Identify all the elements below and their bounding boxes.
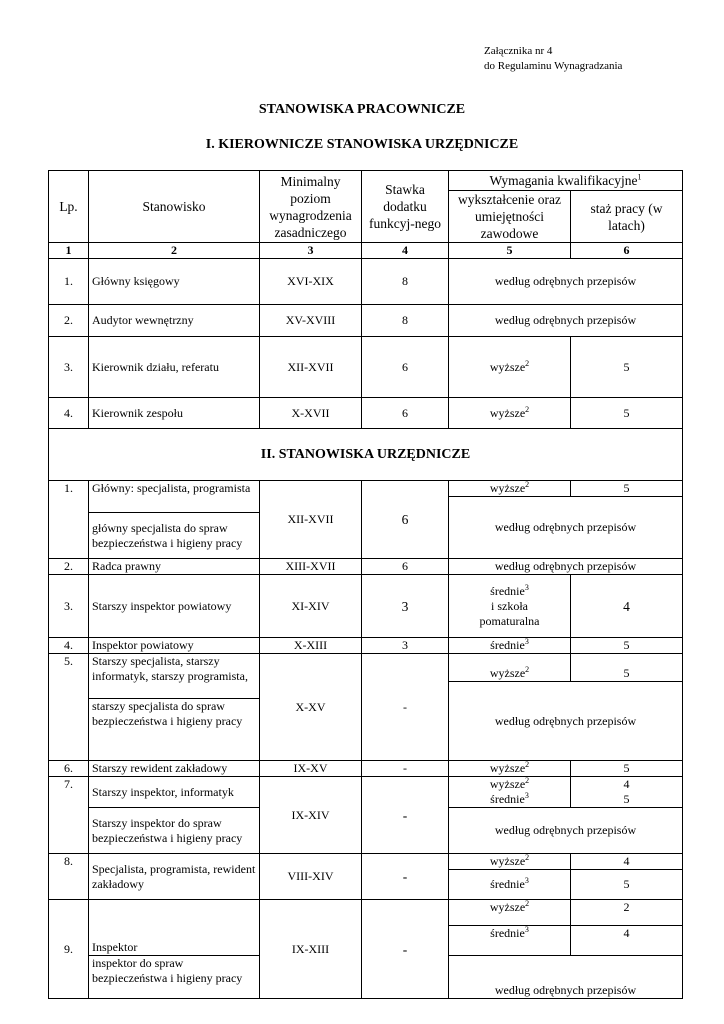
row-position: Starszy specjalista, starszy informatyk, starszy programista, — [89, 654, 260, 699]
table-header-row — [49, 171, 683, 191]
row-education — [449, 926, 571, 956]
row-lp: 1. — [49, 259, 89, 305]
row-rate: 8 — [362, 305, 449, 337]
col-number: 1 — [49, 243, 89, 259]
row-position: Starszy inspektor, informatyk — [89, 777, 260, 808]
row-position: Inspektor powiatowy — [89, 638, 260, 654]
header-allowance: Stawka dodatku funkcyj-nego — [362, 171, 449, 243]
row-position: Specjalista, programista, rewident zakładowy — [89, 854, 260, 900]
education-text: średnie — [490, 926, 525, 940]
education-text: wyższe — [489, 777, 526, 791]
row-level: X-XIII — [260, 638, 362, 654]
row-rate: - — [362, 777, 449, 854]
table-row — [49, 761, 683, 777]
row-requirements: według odrębnych przepisów — [449, 497, 683, 559]
row-level: IX-XIV — [260, 777, 362, 854]
row-level: XII-XVII — [260, 337, 362, 398]
footnote-mark: 1 — [637, 172, 642, 182]
row-education — [449, 398, 571, 429]
table-row — [49, 305, 683, 337]
row-education — [449, 854, 571, 870]
years-value: 5 — [623, 792, 630, 806]
row-level: VIII-XIV — [260, 854, 362, 900]
footnote-ref: 2 — [525, 404, 530, 414]
row-requirements: według odrębnych przepisów — [449, 682, 683, 761]
row-rate: 6 — [362, 559, 449, 575]
row-rate: 8 — [362, 259, 449, 305]
row-rate: 3 — [362, 638, 449, 654]
header-min-level: Minimalny poziom wynagrodzenia zasadniczego — [260, 171, 362, 243]
col-number: 6 — [571, 243, 683, 259]
attachment-note — [484, 44, 622, 74]
row-lp: 9. — [49, 900, 89, 999]
education-text: średnie — [490, 877, 525, 891]
education-text: wyższe — [489, 854, 526, 868]
row-level: X-XVII — [260, 398, 362, 429]
row-level: XI-XIV — [260, 575, 362, 638]
footnote-ref: 2 — [525, 480, 530, 489]
row-requirements: według odrębnych przepisów — [449, 559, 683, 575]
row-years: 5 — [571, 761, 683, 777]
footnote-ref: 3 — [524, 791, 529, 800]
education-text: średnie — [490, 792, 525, 806]
table-row — [49, 481, 683, 497]
document-title: STANOWISKA PRACOWNICZE — [258, 102, 466, 117]
education-text-line: i szkoła — [491, 598, 528, 613]
table-row — [49, 398, 683, 429]
header-requirements-text: Wymagania kwalifikacyjne — [489, 173, 638, 188]
footnote-ref: 2 — [525, 665, 530, 674]
header-experience: staż pracy (w latach) — [571, 191, 683, 243]
row-level: XVI-XIX — [260, 259, 362, 305]
education-text: wyższe — [489, 666, 526, 680]
row-lp: 3. — [49, 575, 89, 638]
row-level: IX-XIII — [260, 900, 362, 999]
row-lp: 2. — [49, 559, 89, 575]
row-position: starszy specjalista do spraw bezpieczeństwa i higieny pracy — [89, 699, 260, 761]
column-number-row — [49, 243, 683, 259]
education-text: wyższe — [489, 359, 526, 374]
row-years — [571, 777, 683, 808]
footnote-ref: 2 — [525, 760, 530, 769]
row-years: 4 — [571, 575, 683, 638]
col-number: 5 — [449, 243, 571, 259]
col-number: 3 — [260, 243, 362, 259]
table-row — [49, 854, 683, 870]
table-row — [49, 654, 683, 682]
education-text-line: pomaturalna — [479, 613, 540, 628]
education-text: średnie — [490, 583, 525, 598]
section-2-row — [49, 429, 683, 481]
row-requirements: według odrębnych przepisów — [449, 808, 683, 854]
row-position: główny specjalista do spraw bezpieczeństwa i higieny pracy — [89, 513, 260, 559]
row-lp: 5. — [49, 654, 89, 761]
row-education — [449, 575, 571, 638]
footnote-ref: 2 — [525, 899, 530, 908]
header-education: wykształcenie oraz umiejętności zawodowe — [449, 191, 571, 243]
row-level: X-XV — [260, 654, 362, 761]
row-requirements: według odrębnych przepisów — [449, 259, 683, 305]
footnote-ref: 2 — [525, 358, 530, 368]
attachment-line-1: Załącznika nr 4 — [484, 45, 553, 57]
row-education — [449, 777, 571, 808]
row-requirements: według odrębnych przepisów — [449, 305, 683, 337]
positions-table — [48, 170, 683, 999]
row-education — [449, 900, 571, 926]
table-row — [49, 638, 683, 654]
header-requirements — [449, 171, 683, 191]
header-lp: Lp. — [49, 171, 89, 243]
row-lp: 4. — [49, 638, 89, 654]
row-education — [449, 638, 571, 654]
row-years: 5 — [571, 337, 683, 398]
education-text: średnie — [490, 638, 525, 652]
col-number: 2 — [89, 243, 260, 259]
row-position: inspektor do spraw bezpieczeństwa i higieny pracy — [89, 956, 260, 999]
row-position: Starszy rewident zakładowy — [89, 761, 260, 777]
education-text: wyższe — [489, 405, 526, 420]
row-years: 5 — [571, 870, 683, 900]
col-number: 4 — [362, 243, 449, 259]
row-lp: 4. — [49, 398, 89, 429]
row-education — [449, 870, 571, 900]
row-years: 5 — [571, 398, 683, 429]
row-years: 4 — [571, 854, 683, 870]
years-value: 4 — [623, 777, 630, 791]
row-years: 5 — [571, 654, 683, 682]
row-rate: - — [362, 761, 449, 777]
table-row — [49, 900, 683, 926]
row-lp: 6. — [49, 761, 89, 777]
table-row — [49, 575, 683, 638]
row-position: Kierownik działu, referatu — [89, 337, 260, 398]
row-position: Inspektor — [89, 900, 260, 956]
row-rate: 6 — [362, 337, 449, 398]
row-position: Audytor wewnętrzny — [89, 305, 260, 337]
row-requirements: według odrębnych przepisów — [449, 956, 683, 999]
row-lp: 1. — [49, 481, 89, 559]
footnote-ref: 2 — [525, 776, 530, 785]
footnote-ref: 3 — [524, 582, 529, 592]
row-rate: - — [362, 654, 449, 761]
row-rate: 6 — [362, 398, 449, 429]
row-position: Radca prawny — [89, 559, 260, 575]
row-lp: 8. — [49, 854, 89, 900]
row-rate: 6 — [362, 481, 449, 559]
row-rate: - — [362, 900, 449, 999]
row-level: IX-XV — [260, 761, 362, 777]
row-position: Kierownik zespołu — [89, 398, 260, 429]
row-position: Główny księgowy — [89, 259, 260, 305]
education-text: wyższe — [489, 761, 526, 775]
row-level: XV-XVIII — [260, 305, 362, 337]
row-education — [449, 481, 571, 497]
row-years: 5 — [571, 638, 683, 654]
row-level: XIII-XVII — [260, 559, 362, 575]
education-text: wyższe — [489, 900, 526, 914]
row-position: Główny: specjalista, programista — [89, 481, 260, 513]
row-lp: 7. — [49, 777, 89, 854]
row-lp: 2. — [49, 305, 89, 337]
row-years: 2 — [571, 900, 683, 926]
table-row — [49, 259, 683, 305]
row-lp: 3. — [49, 337, 89, 398]
section-2-title: II. STANOWISKA URZĘDNICZE — [49, 429, 683, 481]
row-rate: - — [362, 854, 449, 900]
table-row — [49, 337, 683, 398]
attachment-line-2: do Regulaminu Wynagradzania — [484, 60, 623, 72]
row-education — [449, 654, 571, 682]
section-1-title: I. KIEROWNICZE STANOWISKA URZĘDNICZE — [205, 137, 519, 152]
row-years: 4 — [571, 926, 683, 956]
row-education — [449, 761, 571, 777]
row-position: Starszy inspektor powiatowy — [89, 575, 260, 638]
row-education — [449, 337, 571, 398]
table-row — [49, 559, 683, 575]
table-row — [49, 777, 683, 808]
row-years: 5 — [571, 481, 683, 497]
row-position: Starszy inspektor do spraw bezpieczeństwa i higieny pracy — [89, 808, 260, 854]
row-level: XII-XVII — [260, 481, 362, 559]
footnote-ref: 3 — [524, 876, 529, 885]
footnote-ref: 3 — [524, 925, 529, 934]
footnote-ref: 2 — [525, 853, 530, 862]
footnote-ref: 3 — [524, 637, 529, 646]
education-text: wyższe — [489, 481, 526, 495]
row-rate: 3 — [362, 575, 449, 638]
header-position: Stanowisko — [89, 171, 260, 243]
